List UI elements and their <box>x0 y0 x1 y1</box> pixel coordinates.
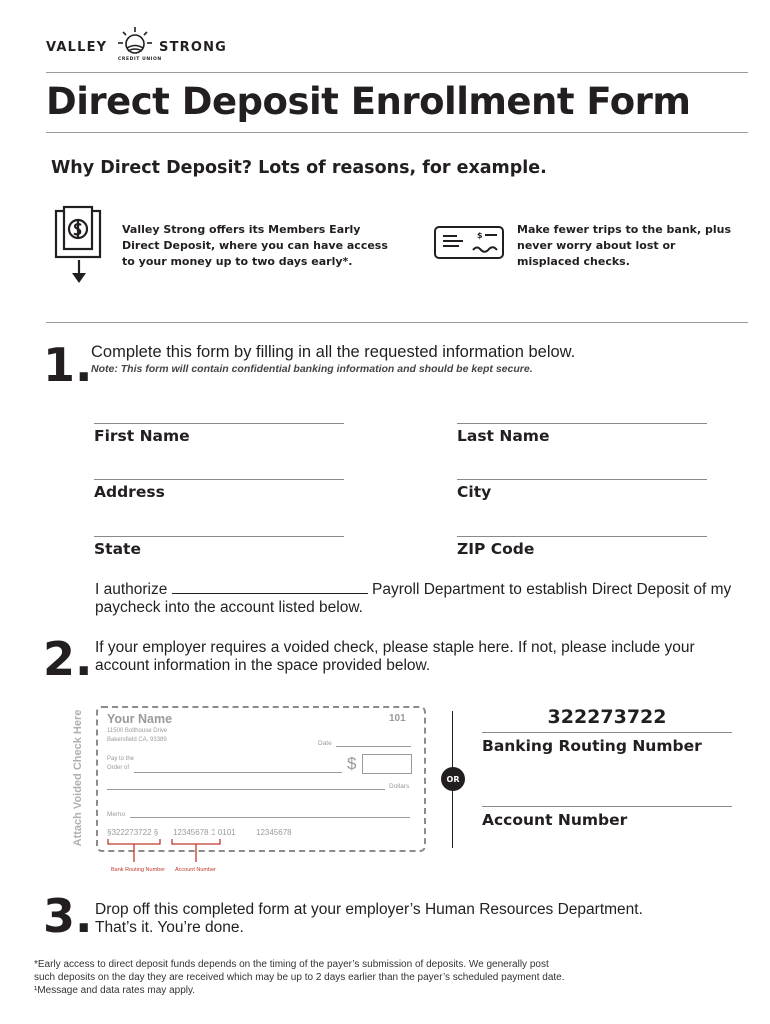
svg-text:$: $ <box>477 231 483 240</box>
step-2-text-line-1: If your employer requires a voided check, please staple here. If not, please include your <box>95 639 695 656</box>
logo-word-left: VALLEY <box>46 40 108 55</box>
check-address-line-1: 11500 Bolthouse Drive <box>107 728 168 734</box>
check-dollar-sign: $ <box>347 754 357 773</box>
step-2-text-line-2: account information in the space provided below. <box>95 657 431 674</box>
last-name-label: Last Name <box>457 427 550 445</box>
header-rule-bottom <box>46 132 748 133</box>
check-memo-line <box>130 817 410 818</box>
or-badge <box>441 767 465 791</box>
authorize-end: Payroll Department to establish Direct Deposit of my <box>372 581 732 598</box>
city-label: City <box>457 483 492 501</box>
address-field[interactable] <box>94 479 344 480</box>
footnote-1: *Early access to direct deposit funds depends on the timing of the payer’s submission of deposits. We generally post <box>34 959 549 970</box>
first-name-field[interactable] <box>94 423 344 424</box>
authorize-line-2: paycheck into the account listed below. <box>95 599 363 616</box>
page-title: Direct Deposit Enrollment Form <box>46 80 691 123</box>
zip-label: ZIP Code <box>457 540 535 558</box>
routing-caption: Bank Routing Number <box>111 867 166 873</box>
check-memo-label: Memo <box>107 811 126 818</box>
logo <box>46 24 236 68</box>
check-payer-name: Your Name <box>107 712 173 726</box>
step-1-number: 1. <box>43 338 93 392</box>
step-2-number: 2. <box>43 632 93 686</box>
check-address-line-2: Bakersfield CA, 93389 <box>107 737 167 743</box>
check-payee-line <box>134 772 342 773</box>
routing-number-value: 322273722 <box>547 706 667 728</box>
step-3-text-line-2: That’s it. You’re done. <box>95 919 244 936</box>
check-micr-check-number: 12345678 <box>256 828 292 837</box>
logo-word-right: STRONG <box>159 40 228 55</box>
zip-field[interactable] <box>457 536 707 537</box>
state-label: State <box>94 540 141 558</box>
check-written-amount-line <box>107 789 385 790</box>
first-name-label: First Name <box>94 427 190 445</box>
benefit-early-deposit-text: Valley Strong offers its Members Early Direct Deposit, where you can have access to your money up to two days early*. <box>122 223 388 268</box>
account-number-field[interactable] <box>482 806 732 807</box>
city-field[interactable] <box>457 479 707 480</box>
check-amount-box <box>362 754 412 774</box>
employer-name-field[interactable] <box>172 581 368 594</box>
check-icon <box>433 225 505 261</box>
footnote-2: such deposits on the day they are received which may be up to 2 days earlier than the payer’s scheduled payment date. <box>34 972 565 983</box>
step-1-text: Complete this form by filling in all the requested information below. <box>91 343 576 361</box>
authorize-start: I authorize <box>95 581 168 598</box>
check-date-line <box>336 746 411 747</box>
footnote-3: ¹Message and data rates may apply. <box>34 985 196 996</box>
last-name-field[interactable] <box>457 423 707 424</box>
micr-brackets <box>104 838 234 864</box>
or-text: OR <box>446 774 460 784</box>
address-label: Address <box>94 483 165 501</box>
check-micr-routing: §322273722 § <box>107 828 159 837</box>
routing-number-label: Banking Routing Number <box>482 737 702 755</box>
account-caption: Account Number <box>175 867 216 873</box>
state-field[interactable] <box>94 536 344 537</box>
benefit-fewer-trips-text: Make fewer trips to the bank, plus never worry about lost or misplaced checks. <box>517 223 732 268</box>
step-1-note: Note: This form will contain confidential banking information and should be kept secure. <box>91 363 533 375</box>
step-3-number: 3. <box>43 889 93 943</box>
check-number: 101 <box>389 713 406 724</box>
section-rule <box>46 322 748 323</box>
check-micr-account: 12345678 ⑄ 0101 <box>173 828 236 837</box>
check-date-label: Date <box>318 740 332 747</box>
money-download-icon <box>50 205 108 285</box>
step-3-text-line-1: Drop off this completed form at your employer’s Human Resources Department. <box>95 901 643 918</box>
account-number-label: Account Number <box>482 811 628 829</box>
check-dollars-label: Dollars <box>389 783 410 790</box>
authorize-line-1 <box>95 581 731 600</box>
why-heading: Why Direct Deposit? Lots of reasons, for example. <box>51 158 547 178</box>
check-pay-to-label: Pay to the <box>107 756 135 762</box>
routing-number-line <box>482 732 732 733</box>
check-order-of-label: Order of <box>107 765 130 771</box>
logo-seal-text: CREDIT UNION <box>118 57 162 62</box>
header-rule-top <box>46 72 748 73</box>
